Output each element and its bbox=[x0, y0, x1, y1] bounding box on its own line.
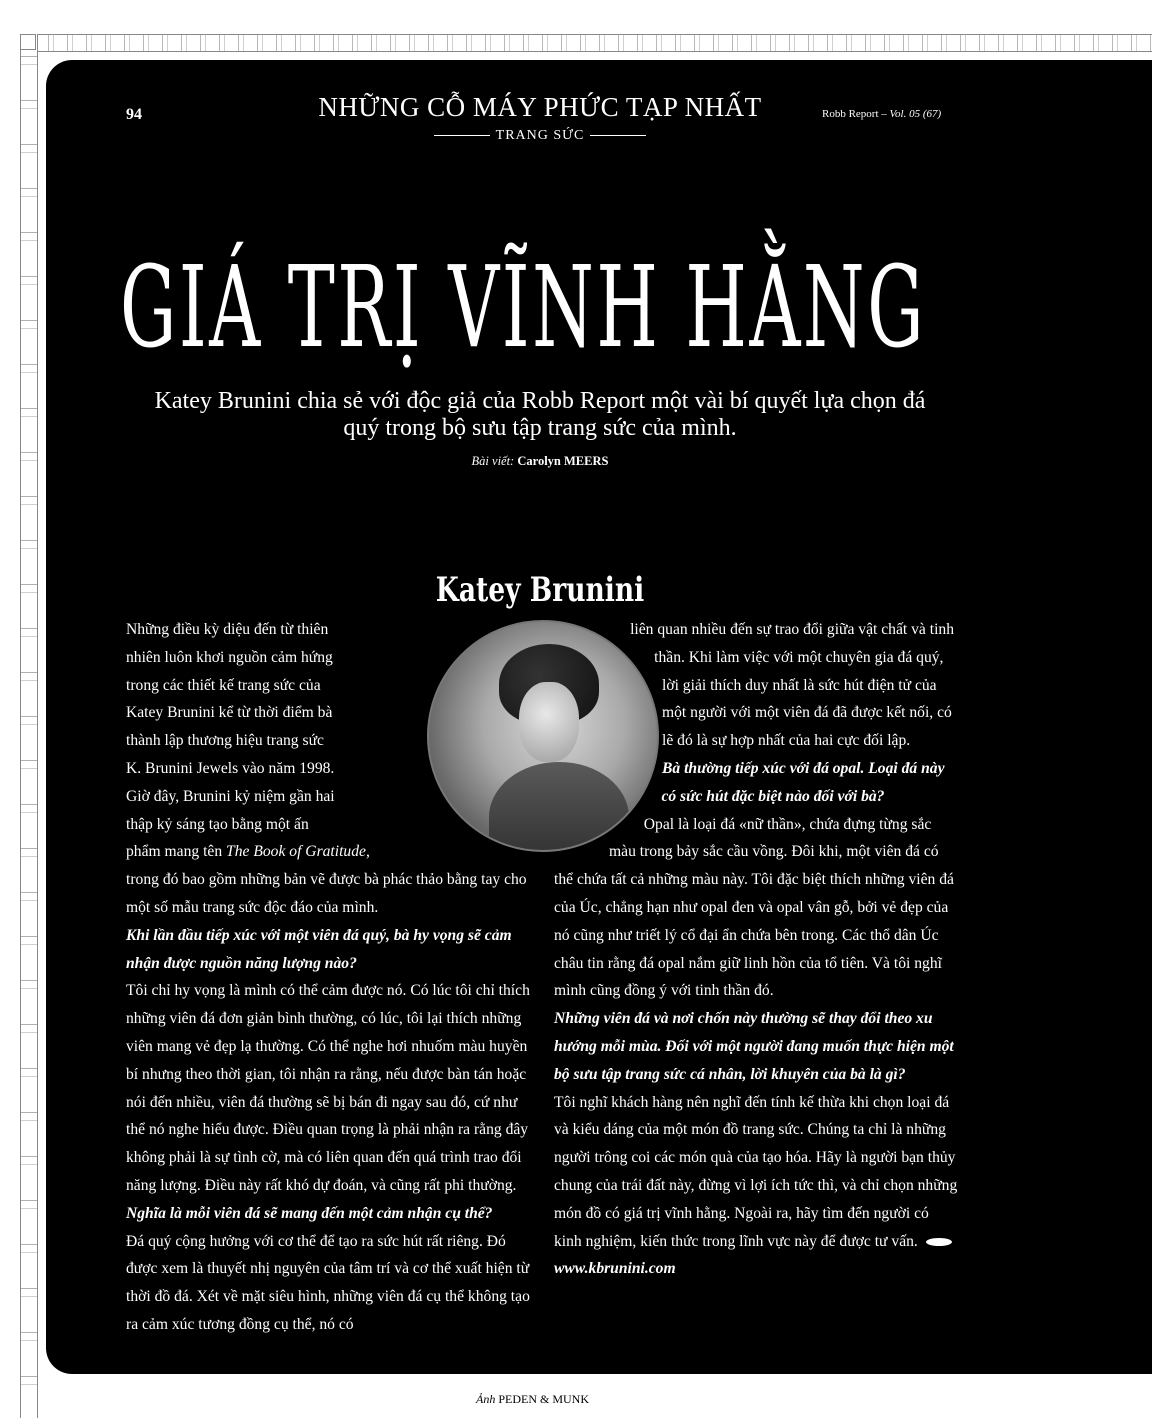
byline-author: Carolyn MEERS bbox=[517, 454, 609, 468]
ornamental-border-left bbox=[20, 34, 38, 1418]
issue-volume: Vol. 05 (67) bbox=[889, 108, 942, 120]
article-column-right bbox=[554, 616, 958, 1283]
byline-label: Bài viết: bbox=[471, 454, 515, 468]
intro-text-b: , trong đó bao gồm những bản vẽ được bà phác thảo bằng tay cho một số mẫu trang sức độc đáo của mình. bbox=[126, 843, 527, 916]
photo-credit-label: Ảnh bbox=[476, 1392, 496, 1406]
answer-2-continued: liên quan nhiều đến sự trao đổi giữa vật chất và tinh thần. Khi làm việc với một chuyên gia đá quý, lời giải thích duy nhất là sức hút điện tử của một người với một viên đá đã được kết nối, có lẽ đó là sự hợp nhất của hai cực đối lập. bbox=[630, 621, 954, 750]
byline bbox=[300, 454, 780, 469]
subject-name-title: Katey Brunini bbox=[435, 570, 645, 610]
ornamental-border-corner bbox=[20, 34, 36, 50]
question-3: Bà thường tiếp xúc với đá opal. Loại đá này có sức hút đặc biệt nào đối với bà? bbox=[661, 759, 945, 805]
section-title: NHỮNG CỖ MÁY PHỨC TẠP NHẤT bbox=[318, 92, 762, 122]
answer-4 bbox=[554, 1089, 958, 1256]
ornament-rule-left bbox=[434, 135, 490, 136]
headline-text: GIÁ TRỊ VĨNH HẰNG bbox=[120, 243, 927, 373]
photo-credit bbox=[476, 1392, 589, 1407]
intro-text-a: Những điều kỳ diệu đến từ thiên nhiên luôn khơi nguồn cảm hứng trong các thiết kế trang sức của Katey Brunini kể từ thời điểm bà thành lập thương hiệu trang sức K. Brunini Jewels vào năm 1998. Giờ đây, Brunini kỷ niệm gần hai thập kỷ sáng tạo bằng một ấn phẩm mang tên bbox=[126, 621, 335, 861]
issue-label bbox=[822, 108, 941, 120]
issue-prefix: Robb Report – bbox=[822, 108, 890, 120]
ornamental-border-top bbox=[20, 34, 1152, 52]
end-mark-icon bbox=[926, 1238, 952, 1246]
website-link[interactable]: www.kbrunini.com bbox=[554, 1260, 676, 1278]
question-1: Khi lần đầu tiếp xúc với một viên đá quý, bà hy vọng sẽ cảm nhận được nguồn năng lượng nào? bbox=[126, 926, 512, 972]
answer-4-text: Tôi nghĩ khách hàng nên nghĩ đến tính kế thừa khi chọn loại đá và kiểu dáng của một món đồ trang sức. Chúng ta chỉ là những người trông coi các món quà của tạo hóa. Hãy là người bạn thủy chung của trái đất này, đừng vì lợi ích tức thì, và chỉ chọn những món đồ có giá trị vĩnh hằng. Ngoài ra, hãy tìm đến người có kinh nghiệm, kiến thức trong lĩnh vực này để được tư vấn. bbox=[554, 1093, 958, 1250]
question-4: Những viên đá và nơi chốn này thường sẽ thay đổi theo xu hướng mỗi mùa. Đối với một người đang muốn thực hiện một bộ sưu tập trang sức cá nhân, lời khuyên của bà là gì? bbox=[554, 1010, 954, 1083]
article-column-left bbox=[126, 616, 536, 1339]
deck-text: Katey Brunini chia sẻ với độc giả của Robb Report một vài bí quyết lựa chọn đá quý trong bộ sưu tập trang sức của mình. bbox=[154, 388, 926, 441]
answer-2: Đá quý cộng hưởng với cơ thể để tạo ra sức hút rất riêng. Đó được xem là thuyết nhị nguyên của tâm trí và cơ thể xuất hiện từ thời đồ đá. Xét về mặt siêu hình, những viên đá cụ thể không tạo ra cảm xúc tương đồng cụ thể, nó có bbox=[126, 1232, 530, 1333]
page-number: 94 bbox=[126, 106, 142, 123]
headline bbox=[120, 243, 927, 373]
section-subtitle bbox=[300, 128, 780, 144]
photo-credit-name: PEDEN & MUNK bbox=[498, 1392, 590, 1406]
book-title: The Book of Gratitude bbox=[226, 843, 366, 861]
section-subtitle-text: TRANG SỨC bbox=[495, 128, 585, 143]
question-2: Nghĩa là mỗi viên đá sẽ mang đến một cảm nhận cụ thể? bbox=[126, 1204, 493, 1222]
photo-wrap-space bbox=[336, 616, 536, 851]
answer-3: Opal là loại đá «nữ thần», chứa đựng từng sắc màu trong bảy sắc cầu vồng. Đôi khi, một viên đá có thể chứa tất cả những màu này. Tôi đặc biệt thích những viên đá của Úc, chẳng hạn như opal đen và opal vân gỗ, bởi vẻ đẹp của nó cũng như triết lý cổ đại ẩn chứa bên trong. Các thổ dân Úc châu tin rằng đá opal nắm giữ linh hồn của tổ tiên. Và tôi nghĩ mình cũng đồng ý với tinh thần đó. bbox=[554, 815, 954, 1000]
answer-1: Tôi chỉ hy vọng là mình có thể cảm được nó. Có lúc tôi chỉ thích những viên đá đơn giản bình thường, có lúc, tôi lại thích những viên mang vẻ đẹp lạ thường. Có thể nghe hơi nhuốm màu huyền bí nhưng theo thời gian, tôi nhận ra rằng, nếu được bàn tán hoặc nói đến nhiều, viên đá thường sẽ bị bán đi ngay sau đó, cứ như thể nó nghe hiểu được. Điều quan trọng là phải nhận ra rằng đây không phải là sự tình cờ, mà có liên quan đến quá trình trao đổi năng lượng. Điều này rất khó dự đoán, và cũng rất phi thường. bbox=[126, 982, 530, 1194]
ornament-rule-right bbox=[590, 135, 646, 136]
